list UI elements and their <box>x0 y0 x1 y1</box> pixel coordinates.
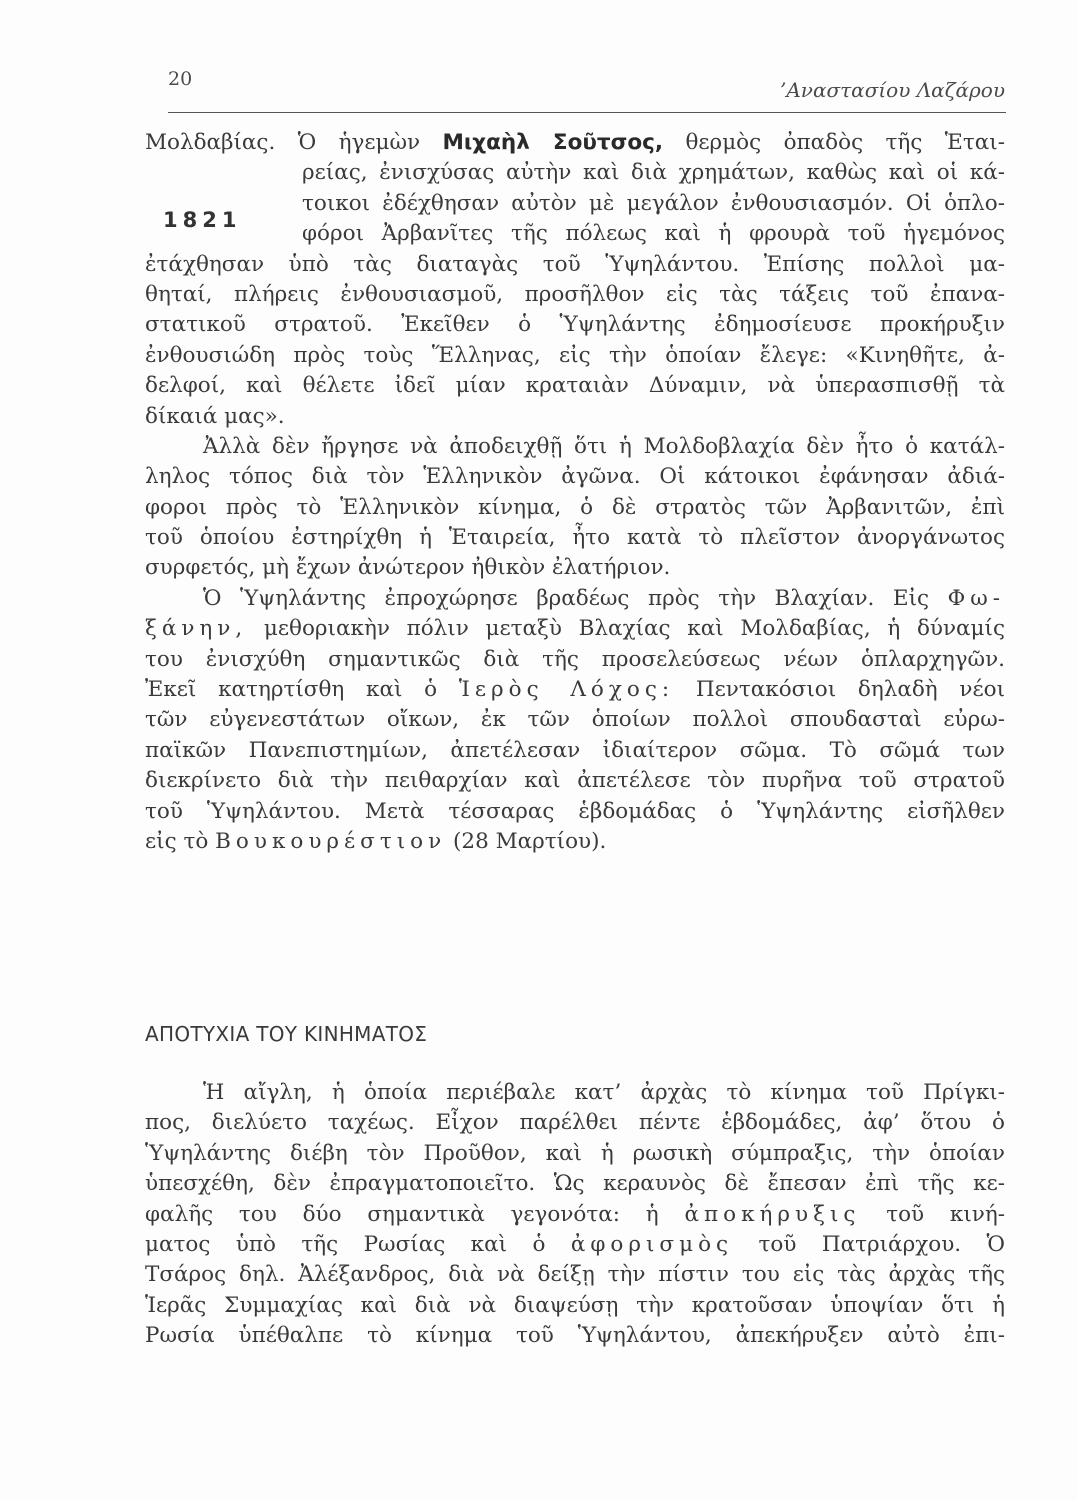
text-line: φόροι Ἀρβανῖτες τῆς πόλεως καὶ ἡ φρουρὰ τοῦ ἡγεμόνος <box>302 221 1005 247</box>
text-run: (28 Μαρτίου). <box>446 828 607 854</box>
text-run: Ὁ Ὑψηλάντης ἐπροχώρησε βραδέως πρὸς τὴν Βλαχίαν. Εἰς <box>203 585 948 611</box>
text-line: συρφετός, μὴ ἔχων ἀνώτερον ἠθικὸν ἐλατήριον. <box>145 555 671 581</box>
text-run: φαλῆς του δύο σημαντικὰ γεγονότα: ἡ <box>145 1201 685 1227</box>
text-line <box>145 1230 1005 1260</box>
text-line <box>145 675 1005 705</box>
spaced-place-name: Φω- <box>947 585 1005 611</box>
section-heading: ΑΠΟΤΥΧΙΑ ΤΟΥ ΚΙΝΗΜΑΤΟΣ <box>145 1022 428 1046</box>
text-line <box>145 827 1005 857</box>
text-line: Ὑψηλάντης διέβη τὸν Προῦθον, καὶ ἡ ρωσικὴ σύμπραξις, τὴν ὁποίαν <box>145 1140 1005 1166</box>
person-name: Μιχαὴλ Σοῦτσος, <box>442 130 664 155</box>
text-line: Ἀλλὰ δὲν ἤργησε νὰ ἀποδειχθῇ ὅτι ἡ Μολδοβλαχία δὲν ἦτο ὁ κατάλ- <box>203 433 1005 459</box>
text-line: τοῦ Ὑψηλάντου. Μετὰ τέσσαρας ἑβδομάδας ὁ Ὑψηλάντης εἰσῆλθεν <box>145 798 1005 824</box>
text-run: εἰς τὸ <box>145 828 216 854</box>
text-run: Πεντακόσιοι δηλαδὴ νέοι <box>674 677 1005 703</box>
text-line: τῶν εὐγενεστάτων οἴκων, ἐκ τῶν ὁποίων πολλοὶ σπουδασταὶ εὐρω- <box>145 707 1005 733</box>
text-line: Τσάρος δηλ. Ἀλέξανδρος, διὰ νὰ δείξῃ τὴν πίστιν του εἰς τὰς ἀρχὰς τῆς <box>145 1262 1005 1288</box>
text-line: φοροι πρὸς τὸ Ἑλληνικὸν κίνημα, ὁ δὲ στρατὸς τῶν Ἀρβανιτῶν, ἐπὶ <box>145 494 1005 520</box>
text-line: Ρωσία ὑπέθαλπε τὸ κίνημα τοῦ Ὑψηλάντου, ἀπεκήρυξεν αὐτὸ ἐπι- <box>145 1323 1005 1349</box>
text-line: τοικοι ἐδέχθησαν αὐτὸν μὲ μεγάλον ἐνθουσιασμόν. Οἱ ὁπλο- <box>302 190 1005 216</box>
text-line: ἐνθουσιώδη πρὸς τοὺς Ἕλληνας, εἰς τὴν ὁποίαν ἔλεγε: «Κινηθῆτε, ἀ- <box>145 342 1005 368</box>
section-text <box>145 1078 1005 1352</box>
text-run: ματος ὑπὸ τῆς Ρωσίας καὶ ὁ <box>145 1231 571 1257</box>
page-number: 20 <box>168 68 193 90</box>
text-line: στατικοῦ στρατοῦ. Ἐκεῖθεν ὁ Ὑψηλάντης ἐδημοσίευσε προκήρυξιν <box>145 312 1005 338</box>
margin-year: 1821 <box>163 208 242 232</box>
text-line <box>145 584 1005 614</box>
header-rule <box>168 112 1006 113</box>
text-line: τοῦ ὁποίου ἐστηρίχθη ἡ Ἑταιρεία, ἦτο κατὰ τὸ πλεῖστον ἀνοργάνωτος <box>145 525 1005 551</box>
text-line: παϊκῶν Πανεπιστημίων, ἀπετέλεσαν ἰδιαίτερον σῶμα. Τὸ σῶμά των <box>145 737 1005 763</box>
text-run: θερμὸς ὀπαδὸς τῆς Ἑται- <box>663 130 1005 155</box>
text-run: Μολδαβίας. Ὁ ἡγεμὼν <box>145 130 443 155</box>
text-line: δίκαιά μας». <box>145 403 285 429</box>
spaced-unit-name: Ἱερὸς Λόχος: <box>458 677 675 703</box>
text-line: Ἡ αἴγλη, ἡ ὁποία περιέβαλε κατ’ ἀρχὰς τὸ κίνημα τοῦ Πρίγκι- <box>203 1080 1005 1105</box>
main-text <box>145 128 1005 857</box>
text-line: ληλος τόπος διὰ τὸν Ἑλληνικὸν ἀγῶνα. Οἱ κάτοικοι ἐφάνησαν ἀδιά- <box>145 464 1005 490</box>
text-line: δελφοί, καὶ θέλετε ἰδεῖ μίαν κραταιὰν Δύναμιν, νὰ ὑπερασπισθῇ τὰ <box>145 373 1005 399</box>
text-line: ἐτάχθησαν ὑπὸ τὰς διαταγὰς τοῦ Ὑψηλάντου. Ἐπίσης πολλοὶ μα- <box>145 251 1005 277</box>
spaced-place-name: ξάνην, <box>145 616 248 642</box>
text-run: Ἐκεῖ κατηρτίσθη καὶ ὁ <box>145 677 459 703</box>
spaced-term: ἀποκήρυξις <box>684 1201 861 1227</box>
text-run: μεθοριακὴν πόλιν μεταξὺ Βλαχίας καὶ Μολδαβίας, ἡ δύναμίς <box>247 616 1005 642</box>
text-line <box>145 1200 1005 1230</box>
text-line: ρείας, ἐνισχύσας αὐτὴν καὶ διὰ χρημάτων, καθὼς καὶ οἱ κά- <box>302 160 1005 186</box>
text-line: ὑπεσχέθη, δὲν ἐπραγματοποιεῖτο. Ὡς κεραυνὸς δὲ ἔπεσαν ἐπὶ τῆς κε- <box>145 1171 1005 1197</box>
text-run: τοῦ Πατριάρχου. Ὁ <box>733 1231 1005 1257</box>
text-line: Ἱερᾶς Συμμαχίας καὶ διὰ νὰ διαψεύσῃ τὴν κρατοῦσαν ὑποψίαν ὅτι ἡ <box>145 1292 1005 1318</box>
text-line: του ἐνισχύθη σημαντικῶς διὰ τῆς προσελεύσεως νέων ὁπλαρχηγῶν. <box>145 646 1005 672</box>
text-line: διεκρίνετο διὰ τὴν πειθαρχίαν καὶ ἀπετέλεσε τὸν πυρῆνα τοῦ στρατοῦ <box>145 768 1005 794</box>
text-line: πος, διελύετο ταχέως. Εἶχον παρέλθει πέντε ἑβδομάδες, ἀφ’ ὅτου ὁ <box>145 1110 1005 1136</box>
text-line <box>145 128 1005 158</box>
text-line <box>145 614 1005 644</box>
spaced-term: ἀφορισμὸς <box>570 1231 734 1257</box>
text-line: θηταί, πλήρεις ἐνθουσιασμοῦ, προσῆλθον εἰς τὰς τάξεις τοῦ ἐπανα- <box>145 281 1005 307</box>
text-run: τοῦ κινή- <box>860 1201 1005 1227</box>
spaced-place-name: Βουκουρέστιον <box>215 828 447 854</box>
running-head: ’Αναστασίου Λαζάρου <box>780 78 1005 102</box>
